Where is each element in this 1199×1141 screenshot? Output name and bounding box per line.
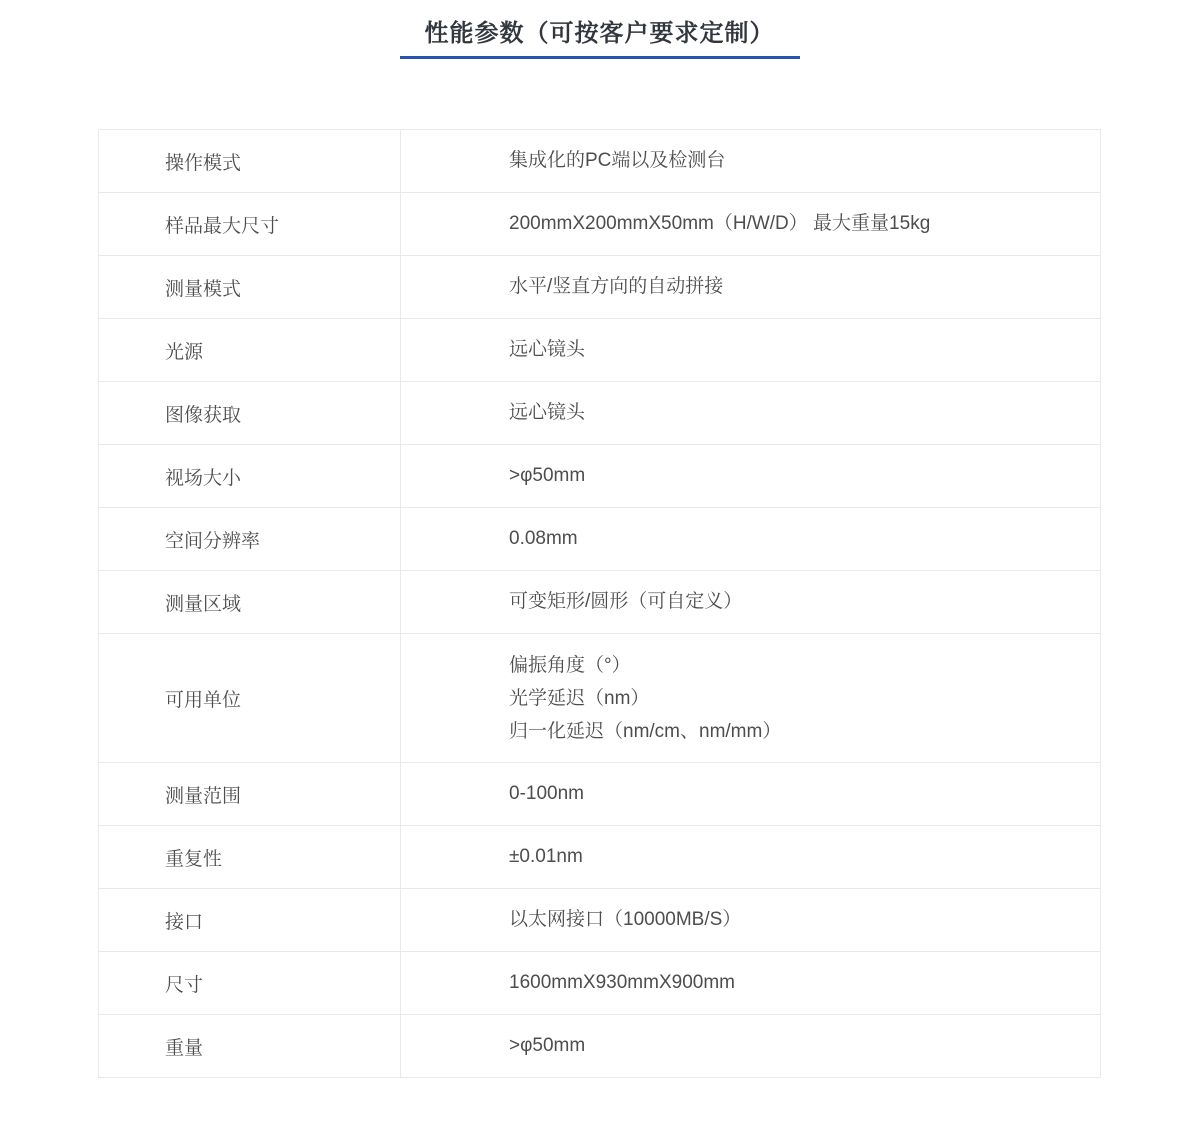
spec-value-line: >φ50mm [509, 465, 586, 486]
spec-value-line: 水平/竖直方向的自动拼接 [509, 276, 724, 297]
table-row [99, 382, 1101, 445]
spec-value [401, 1015, 1101, 1078]
spec-label: 重复性 [99, 826, 401, 889]
page-title: 性能参数（可按客户要求定制） [424, 20, 775, 47]
table-row [99, 256, 1101, 319]
spec-value [401, 130, 1101, 193]
spec-value [401, 826, 1101, 889]
spec-label: 样品最大尺寸 [99, 193, 401, 256]
spec-label: 视场大小 [99, 445, 401, 508]
table-row [99, 634, 1101, 763]
spec-value [401, 763, 1101, 826]
table-row [99, 952, 1101, 1015]
spec-value [401, 193, 1101, 256]
table-row [99, 889, 1101, 952]
spec-label: 图像获取 [99, 382, 401, 445]
table-row [99, 130, 1101, 193]
table-row [99, 571, 1101, 634]
spec-value-line: 远心镜头 [509, 402, 586, 423]
table-row [99, 445, 1101, 508]
spec-value-line: 集成化的PC端以及检测台 [509, 150, 726, 171]
spec-value [401, 382, 1101, 445]
spec-label: 重量 [99, 1015, 401, 1078]
section-header [0, 0, 1199, 59]
table-row [99, 319, 1101, 382]
spec-value [401, 508, 1101, 571]
spec-value [401, 952, 1101, 1015]
spec-value-line: 200mmX200mmX50mm（H/W/D） 最大重量15kg [509, 213, 931, 234]
spec-value-line: 0.08mm [509, 528, 578, 549]
spec-value [401, 319, 1101, 382]
spec-value-line: 偏振角度（°） [509, 654, 631, 676]
spec-table-body [99, 130, 1101, 1078]
spec-label: 光源 [99, 319, 401, 382]
table-row [99, 826, 1101, 889]
spec-label: 测量模式 [99, 256, 401, 319]
spec-value [401, 634, 1101, 763]
spec-label: 空间分辨率 [99, 508, 401, 571]
spec-value [401, 256, 1101, 319]
table-row [99, 193, 1101, 256]
spec-value-line: 远心镜头 [509, 339, 586, 360]
table-row [99, 1015, 1101, 1078]
spec-label: 测量区域 [99, 571, 401, 634]
spec-label: 操作模式 [99, 130, 401, 193]
title-underline [400, 56, 800, 59]
spec-value-line: 1600mmX930mmX900mm [509, 972, 735, 993]
spec-label: 测量范围 [99, 763, 401, 826]
table-row [99, 508, 1101, 571]
spec-value-line: >φ50mm [509, 1035, 586, 1056]
spec-value [401, 445, 1101, 508]
spec-value [401, 571, 1101, 634]
spec-value [401, 889, 1101, 952]
spec-value-line: 可变矩形/圆形（可自定义） [509, 591, 743, 612]
spec-label: 可用单位 [99, 634, 401, 763]
spec-label: 接口 [99, 889, 401, 952]
spec-value-line: 光学延迟（nm） [509, 687, 650, 709]
spec-value-line: ±0.01nm [509, 846, 583, 867]
spec-label: 尺寸 [99, 952, 401, 1015]
spec-value-line: 以太网接口（10000MB/S） [509, 909, 742, 930]
spec-table [98, 129, 1101, 1078]
table-row [99, 763, 1101, 826]
spec-value-line: 0-100nm [509, 783, 584, 804]
spec-value-line: 归一化延迟（nm/cm、nm/mm） [509, 720, 782, 742]
